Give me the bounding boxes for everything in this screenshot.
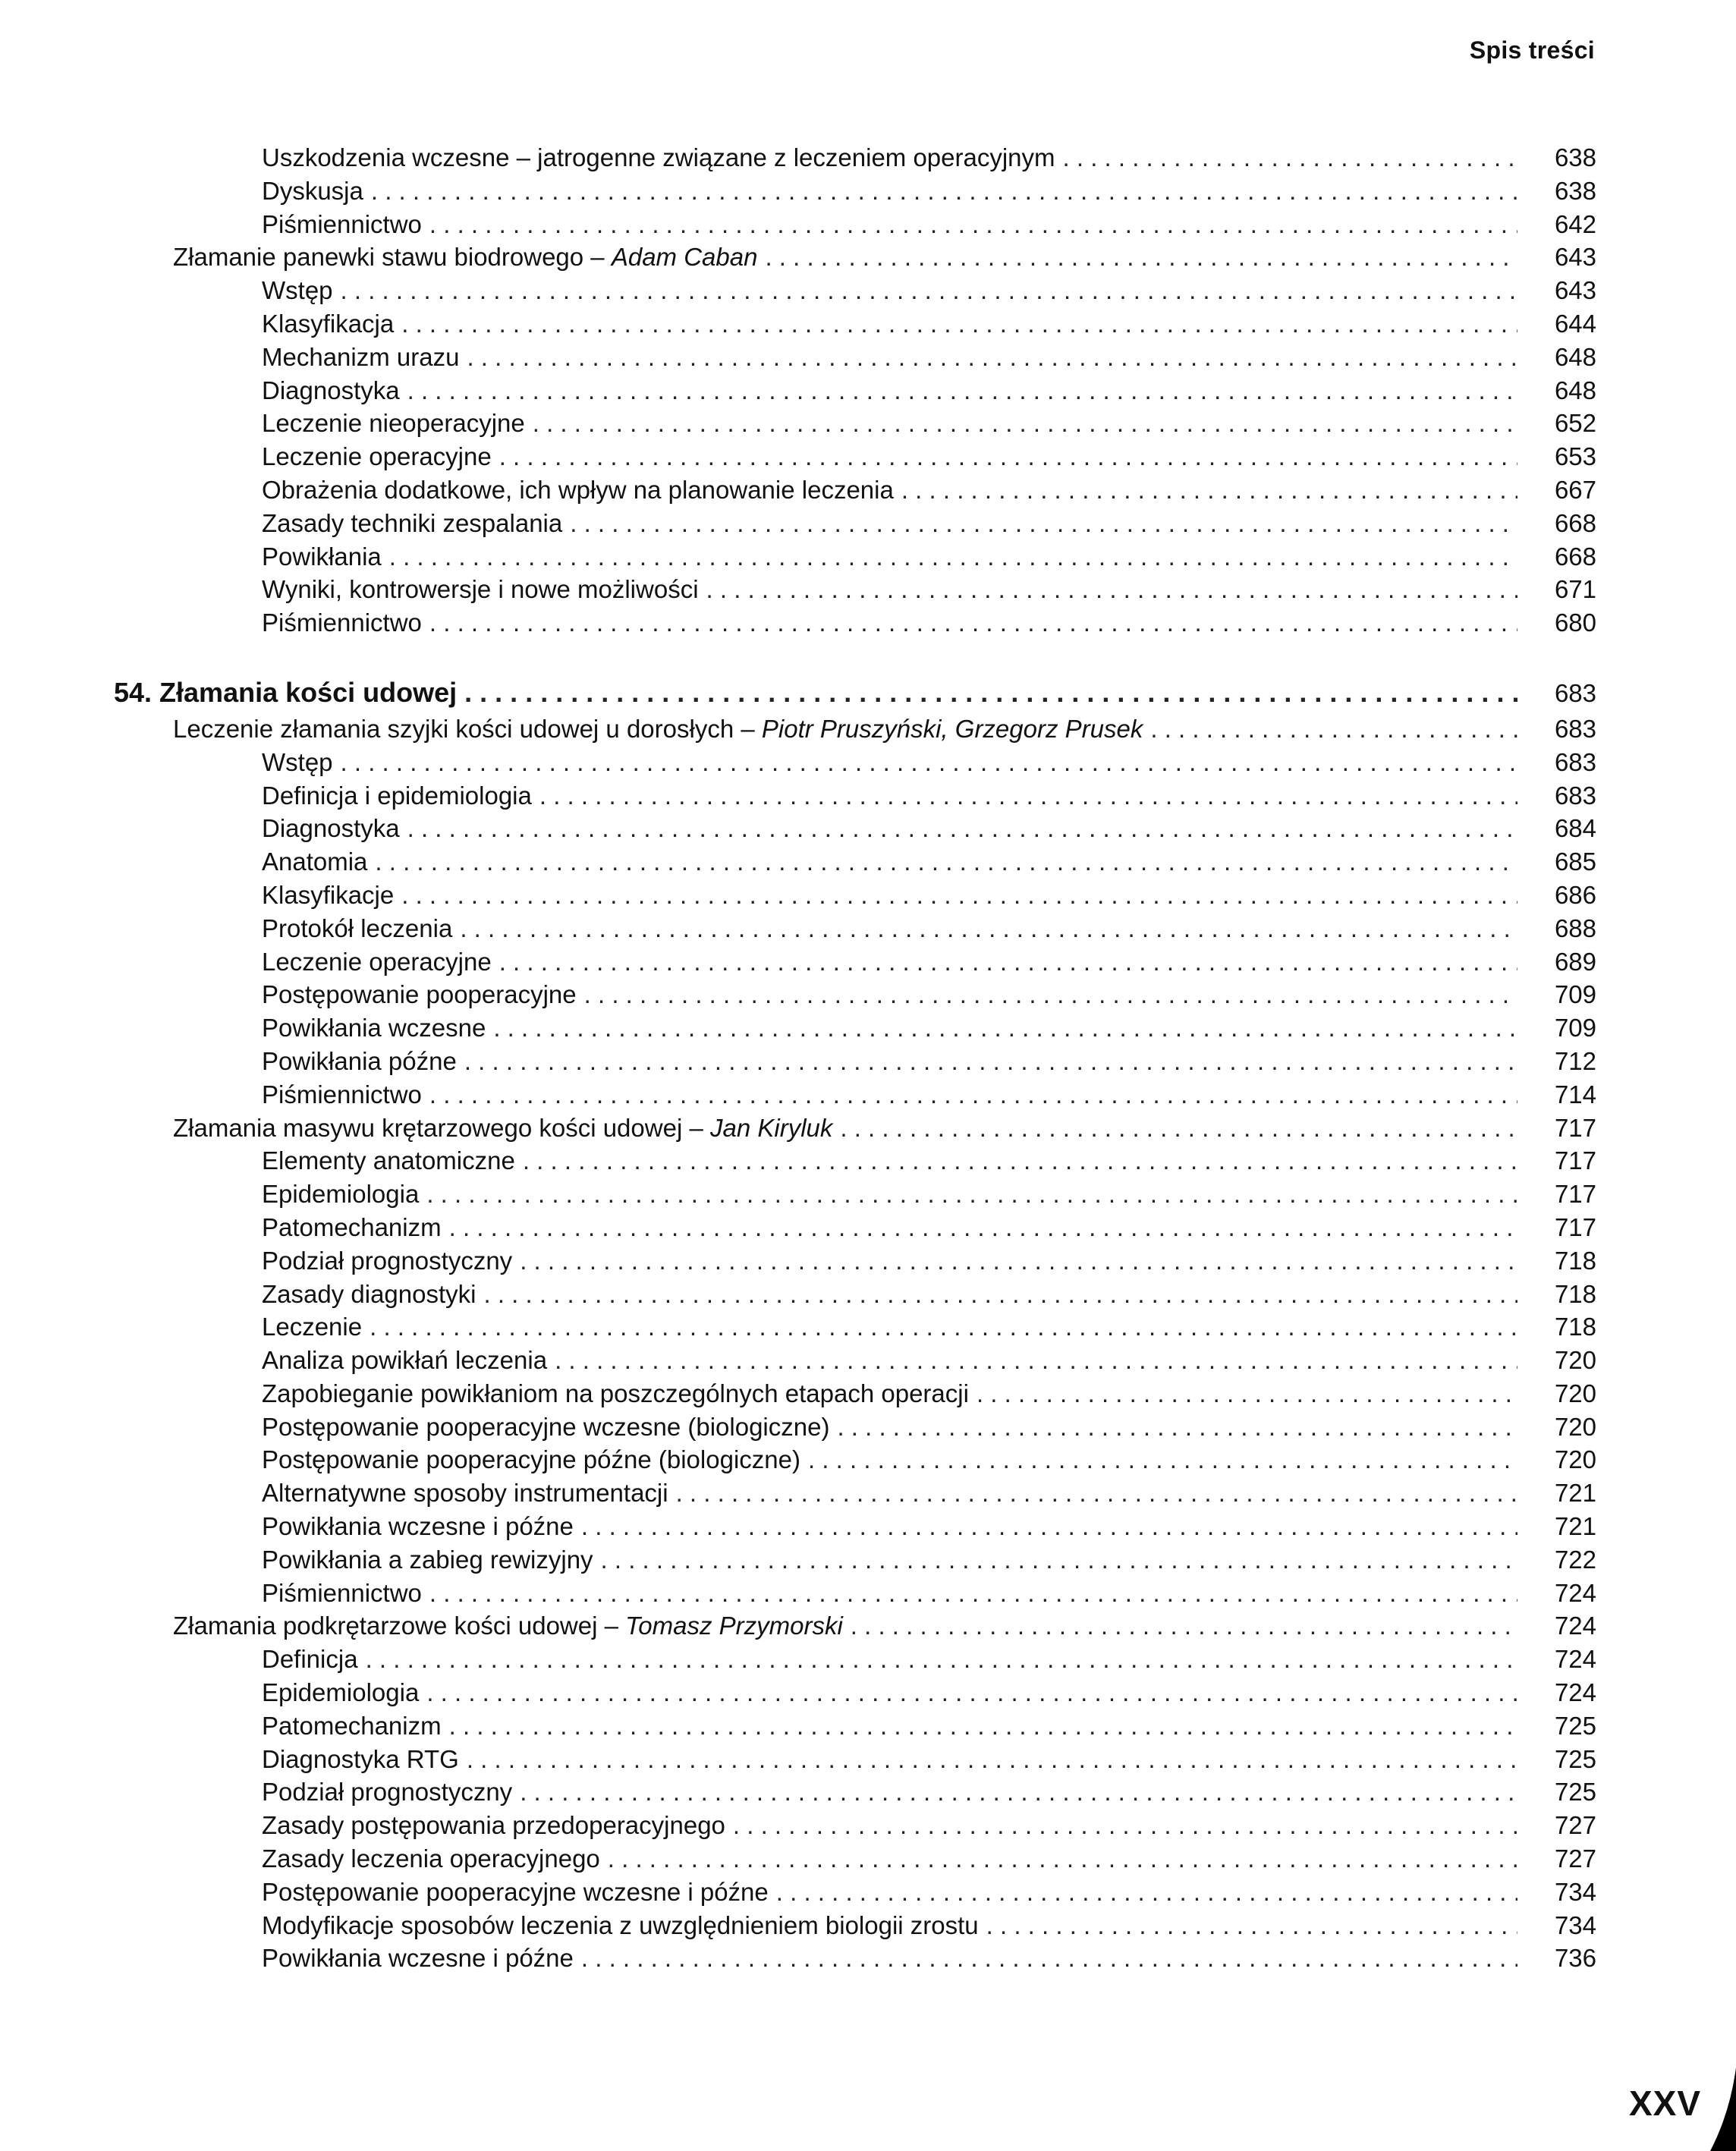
toc-entry-sub: [114, 1676, 1596, 1709]
toc-entry-title-text: Piśmiennictwo: [262, 609, 422, 637]
toc-entry-title: [262, 879, 394, 912]
toc-entry-page: 725: [1554, 1778, 1596, 1807]
dot-leader: [370, 1310, 1517, 1344]
toc-entry-title-text: Postępowanie pooperacyjne późne (biologiczne): [262, 1445, 800, 1474]
toc-entry-title: [262, 1410, 829, 1444]
toc-entry-title-text: Modyfikacje sposobów leczenia z uwzględnieniem biologii zrostu: [262, 1910, 979, 1939]
toc-entry-page: 718: [1554, 1313, 1596, 1341]
toc-entry-title-text: Wstęp: [262, 276, 333, 305]
toc-entry-title: [173, 1112, 832, 1145]
toc-entry-sub: [114, 274, 1596, 307]
toc-entry-title-text: Zasady diagnostyki: [262, 1279, 476, 1308]
toc-entry-page: 717: [1554, 1212, 1596, 1241]
toc-entry-page: 685: [1554, 848, 1596, 876]
dot-leader: [429, 606, 1517, 640]
toc-entry-page: 725: [1554, 1711, 1596, 1740]
toc-entry-title: [262, 945, 492, 979]
dot-leader: [986, 1909, 1517, 1942]
dot-leader: [520, 1244, 1517, 1278]
toc-entry-title: [173, 1609, 843, 1643]
toc-entry-title: [262, 1344, 547, 1377]
toc-entry-sub: [114, 1011, 1596, 1045]
toc-entry-sub: [114, 1876, 1596, 1909]
dot-leader: [776, 1876, 1517, 1909]
toc-entry-section: [114, 1112, 1596, 1145]
dot-leader: [539, 779, 1517, 813]
toc-entry-page: 671: [1554, 575, 1596, 604]
toc-entry-page: 724: [1554, 1678, 1596, 1707]
toc-entry-title-text: Analiza powikłań leczenia: [262, 1346, 548, 1375]
toc-entry-sub: [114, 1809, 1596, 1842]
toc-entry-page: 727: [1554, 1811, 1596, 1840]
toc-entry-title: [262, 1543, 593, 1577]
toc-entry-sub: [114, 1178, 1596, 1211]
toc-entry-chapter: [114, 673, 1596, 712]
running-head: Spis treści: [1469, 36, 1595, 64]
toc-entry-sub: [114, 1310, 1596, 1344]
toc-entry-page: 718: [1554, 1279, 1596, 1308]
toc-entry-title: [262, 1045, 457, 1078]
toc-entry-title-text: Diagnostyka: [262, 814, 400, 843]
dot-leader: [341, 746, 1517, 779]
toc-entry-sub: [114, 1709, 1596, 1743]
toc-entry-page: 714: [1554, 1080, 1596, 1109]
toc-entry-sub: [114, 1842, 1596, 1876]
toc-entry-sub: [114, 1743, 1596, 1776]
dot-leader: [464, 1045, 1517, 1078]
toc-entry-page: 724: [1554, 1612, 1596, 1640]
toc-entry-title-text: Leczenie operacyjne: [262, 442, 492, 471]
dot-leader: [581, 1510, 1517, 1543]
toc-entry-page: 638: [1554, 143, 1596, 171]
toc-entry-title-text: Leczenie operacyjne: [262, 947, 492, 976]
toc-entry-sub: [114, 1144, 1596, 1178]
toc-entry-title-text: Alternatywne sposoby instrumentacji: [262, 1479, 668, 1508]
toc-entry-sub: [114, 606, 1596, 640]
toc-entry-sub: [114, 1377, 1596, 1410]
dot-leader: [1063, 141, 1517, 175]
toc-entry-page: 668: [1554, 508, 1596, 537]
toc-entry-sub: [114, 1410, 1596, 1444]
toc-entry-page: 648: [1554, 342, 1596, 371]
dot-leader: [401, 307, 1517, 341]
toc-entry-title-text: Złamanie panewki stawu biodrowego –: [173, 243, 612, 272]
toc-entry-author: Adam Caban: [611, 243, 758, 272]
toc-entry-page: 683: [1554, 714, 1596, 743]
toc-entry-sub: [114, 1045, 1596, 1078]
dot-leader: [1150, 712, 1517, 746]
toc-entry-title-text: Wstęp: [262, 747, 333, 776]
toc-entry-page: 652: [1554, 409, 1596, 438]
toc-entry-page: 720: [1554, 1346, 1596, 1375]
toc-entry-title: [262, 1743, 459, 1776]
toc-entry-title-text: Klasyfikacja: [262, 309, 395, 338]
toc-entry-title: [262, 1078, 422, 1112]
toc-entry-title: [262, 307, 394, 341]
dot-leader: [765, 241, 1517, 274]
dot-leader: [467, 341, 1517, 374]
toc-entry-section: [114, 1609, 1596, 1643]
toc-entry-sub: [114, 912, 1596, 945]
toc-entry-section: [114, 241, 1596, 274]
toc-entry-page: 717: [1554, 1180, 1596, 1209]
dot-leader: [366, 1643, 1517, 1676]
toc-entry-sub: [114, 1078, 1596, 1112]
dot-leader: [493, 1011, 1517, 1045]
toc-entry-title: [262, 440, 492, 473]
dot-leader: [426, 1676, 1517, 1709]
dot-leader: [976, 1377, 1517, 1410]
dot-leader: [467, 1743, 1517, 1776]
dot-leader: [901, 473, 1517, 507]
toc-entry-title-text: Patomechanizm: [262, 1711, 442, 1740]
page-number: XXV: [1628, 2083, 1701, 2123]
toc-entry-title: [262, 779, 532, 813]
toc-entry-title-text: Zasady techniki zespalania: [262, 508, 563, 537]
toc-entry-title: [262, 845, 367, 879]
toc-entry-page: 725: [1554, 1744, 1596, 1773]
dot-leader: [601, 1543, 1517, 1577]
dot-leader: [407, 374, 1517, 407]
toc-entry-page: 683: [1554, 781, 1596, 810]
dot-leader: [429, 1577, 1517, 1610]
toc-entry-title: [262, 1809, 725, 1842]
toc-entry-title: [262, 978, 577, 1011]
dot-leader: [581, 1942, 1517, 1975]
toc-entry-title: [262, 407, 525, 440]
toc-entry-title-text: Powikłania wczesne: [262, 1014, 486, 1042]
toc-entry-title-text: Piśmiennictwo: [262, 209, 422, 238]
toc-entry-page: 642: [1554, 209, 1596, 238]
toc-entry-title-text: Dyskusja: [262, 176, 363, 205]
toc-entry-sub: [114, 1775, 1596, 1809]
dot-leader: [533, 407, 1517, 440]
toc-entry-title: [173, 712, 1143, 746]
toc-entry-sub: [114, 812, 1596, 845]
dot-leader: [808, 1443, 1517, 1476]
toc-entry-title-text: Piśmiennictwo: [262, 1578, 422, 1607]
toc-entry-page: 683: [1554, 747, 1596, 776]
toc-entry-sub: [114, 779, 1596, 813]
toc-entry-sub: [114, 879, 1596, 912]
toc-entry-title-text: 54. Złamania kości udowej: [114, 676, 458, 708]
toc-entry-page: 720: [1554, 1412, 1596, 1441]
toc-entry-page: 717: [1554, 1146, 1596, 1175]
toc-entry-title-text: Diagnostyka: [262, 376, 400, 404]
toc-entry-title: [262, 1842, 600, 1876]
dot-leader: [429, 1078, 1517, 1112]
toc-entry-author: Jan Kiryluk: [709, 1113, 833, 1142]
toc-entry-page: 717: [1554, 1113, 1596, 1142]
toc-entry-page: 720: [1554, 1445, 1596, 1474]
toc-entry-title: [262, 540, 382, 574]
toc-entry-page: 734: [1554, 1877, 1596, 1906]
toc-entry-title: [262, 606, 422, 640]
toc-entry-page: 722: [1554, 1545, 1596, 1574]
toc-entry-title: [262, 1178, 419, 1211]
toc-entry-title: [262, 1909, 979, 1942]
toc-entry-page: 734: [1554, 1910, 1596, 1939]
toc-entry-title-text: Uszkodzenia wczesne – jatrogenne związane z leczeniem operacyjnym: [262, 143, 1055, 171]
toc-entry-author: Tomasz Przymorski: [625, 1612, 843, 1640]
toc-entry-title: [262, 912, 452, 945]
toc-entry-author: Piotr Pruszyński, Grzegorz Prusek: [761, 714, 1143, 743]
toc-entry-title-text: Patomechanizm: [262, 1212, 442, 1241]
toc-entry-sub: [114, 307, 1596, 341]
dot-leader: [460, 912, 1517, 945]
toc-entry-page: 721: [1554, 1512, 1596, 1541]
toc-entry-title: [262, 1577, 422, 1610]
toc-entry-title-text: Diagnostyka RTG: [262, 1744, 459, 1773]
toc-entry-title: [262, 1211, 442, 1244]
toc-entry-page: 644: [1554, 309, 1596, 338]
toc-entry-title: [262, 1377, 969, 1410]
toc-entry-title: [262, 274, 333, 307]
toc-entry-title-text: Anatomia: [262, 848, 368, 876]
toc-entry-title-text: Obrażenia dodatkowe, ich wpływ na planowanie leczenia: [262, 475, 894, 504]
toc-entry-page: 709: [1554, 980, 1596, 1009]
toc-entry-page: 680: [1554, 609, 1596, 637]
toc-entry-sub: [114, 507, 1596, 540]
toc-entry-page: 653: [1554, 442, 1596, 471]
toc-entry-title: [114, 673, 457, 712]
toc-entry-sub: [114, 440, 1596, 473]
toc-entry-title-text: Klasyfikacje: [262, 880, 395, 909]
toc-entry-title: [262, 1643, 358, 1676]
toc-entry-title: [262, 1709, 442, 1743]
toc-entry-title-text: Powikłania wczesne i późne: [262, 1944, 574, 1973]
dot-leader: [389, 540, 1517, 574]
toc-entry-title: [262, 374, 400, 407]
toc-entry-sub: [114, 1443, 1596, 1476]
toc-entry-sub: [114, 1244, 1596, 1278]
toc-entry-title: [262, 573, 699, 606]
toc-entry-title: [262, 1310, 362, 1344]
table-of-contents: [114, 141, 1596, 1975]
toc-entry-page: 736: [1554, 1944, 1596, 1973]
toc-entry-title-text: Postępowanie pooperacyjne wczesne (biologiczne): [262, 1412, 830, 1441]
toc-entry-title-text: Definicja i epidemiologia: [262, 781, 532, 810]
toc-entry-title: [262, 746, 333, 779]
toc-entry-page: 686: [1554, 880, 1596, 909]
toc-entry-section: [114, 712, 1596, 746]
dot-leader: [407, 812, 1517, 845]
toc-entry-title: [262, 1876, 769, 1909]
dot-leader: [483, 1278, 1517, 1311]
toc-entry-page: 684: [1554, 814, 1596, 843]
dot-leader: [570, 507, 1517, 540]
toc-entry-sub: [114, 573, 1596, 606]
toc-entry-page: 667: [1554, 475, 1596, 504]
toc-entry-title-text: Leczenie złamania szyjki kości udowej u dorosłych –: [173, 714, 762, 743]
toc-entry-title: [262, 1278, 476, 1311]
toc-entry-title-text: Postępowanie pooperacyjne: [262, 980, 577, 1009]
toc-entry-title: [262, 1244, 512, 1278]
dot-leader: [499, 945, 1517, 979]
toc-entry-title: [262, 812, 400, 845]
toc-entry-title-text: Podział prognostyczny: [262, 1246, 513, 1275]
toc-entry-sub: [114, 1577, 1596, 1610]
toc-entry-title-text: Powikłania późne: [262, 1046, 457, 1075]
dot-leader: [449, 1709, 1517, 1743]
toc-entry-title: [173, 241, 757, 274]
toc-entry-page: 727: [1554, 1844, 1596, 1873]
toc-entry-title: [262, 1775, 512, 1809]
toc-entry-sub: [114, 845, 1596, 879]
dot-leader: [464, 673, 1517, 712]
toc-entry-page: 709: [1554, 1014, 1596, 1042]
toc-entry-sub: [114, 1476, 1596, 1510]
toc-entry-title: [262, 208, 422, 241]
toc-entry-sub: [114, 1909, 1596, 1942]
toc-entry-page: 643: [1554, 276, 1596, 305]
toc-entry-page: 648: [1554, 376, 1596, 404]
toc-entry-title-text: Zapobieganie powikłaniom na poszczególnych etapach operacji: [262, 1379, 969, 1407]
toc-entry-sub: [114, 473, 1596, 507]
dot-leader: [706, 573, 1517, 606]
toc-entry-title: [262, 1476, 668, 1510]
toc-entry-sub: [114, 945, 1596, 979]
toc-entry-title-text: Złamania masywu krętarzowego kości udowej –: [173, 1113, 710, 1142]
toc-entry-title-text: Zasady postępowania przedoperacyjnego: [262, 1811, 725, 1840]
toc-entry-page: 643: [1554, 243, 1596, 272]
toc-entry-title: [262, 1144, 515, 1178]
dot-leader: [499, 440, 1517, 473]
dot-leader: [401, 879, 1517, 912]
toc-entry-page: 724: [1554, 1578, 1596, 1607]
toc-entry-title: [262, 1443, 800, 1476]
page-edge-shadow: [1710, 2068, 1736, 2151]
toc-entry-title-text: Zasady leczenia operacyjnego: [262, 1844, 600, 1873]
toc-entry-sub: [114, 141, 1596, 175]
toc-entry-title-text: Powikłania wczesne i późne: [262, 1512, 574, 1541]
toc-entry-sub: [114, 978, 1596, 1011]
toc-entry-sub: [114, 540, 1596, 574]
toc-entry-sub: [114, 208, 1596, 241]
toc-entry-title-text: Definicja: [262, 1645, 358, 1674]
toc-entry-title: [262, 141, 1055, 175]
toc-entry-title-text: Złamania podkrętarzowe kości udowej –: [173, 1612, 626, 1640]
toc-entry-sub: [114, 341, 1596, 374]
toc-entry-page: 668: [1554, 542, 1596, 571]
toc-entry-page: 720: [1554, 1379, 1596, 1407]
toc-entry-sub: [114, 1278, 1596, 1311]
toc-entry-title-text: Leczenie nieoperacyjne: [262, 409, 525, 438]
dot-leader: [840, 1112, 1517, 1145]
toc-entry-title-text: Wyniki, kontrowersje i nowe możliwości: [262, 575, 699, 604]
toc-entry-sub: [114, 1344, 1596, 1377]
toc-entry-title-text: Podział prognostyczny: [262, 1778, 513, 1807]
toc-entry-page: 683: [1554, 678, 1596, 707]
dot-leader: [851, 1609, 1517, 1643]
toc-entry-title: [262, 341, 459, 374]
toc-entry-sub: [114, 1643, 1596, 1676]
toc-entry-page: 688: [1554, 914, 1596, 942]
toc-entry-sub: [114, 407, 1596, 440]
dot-leader: [555, 1344, 1517, 1377]
dot-leader: [608, 1842, 1517, 1876]
toc-entry-page: 718: [1554, 1246, 1596, 1275]
dot-leader: [733, 1809, 1517, 1842]
toc-entry-sub: [114, 1211, 1596, 1244]
dot-leader: [375, 845, 1517, 879]
dot-leader: [371, 175, 1517, 208]
toc-entry-page: 638: [1554, 176, 1596, 205]
toc-entry-title-text: Piśmiennictwo: [262, 1080, 422, 1109]
toc-entry-page: 724: [1554, 1645, 1596, 1674]
toc-entry-page: 689: [1554, 947, 1596, 976]
toc-entry-title: [262, 1510, 574, 1543]
dot-leader: [584, 978, 1517, 1011]
toc-entry-title: [262, 507, 562, 540]
dot-leader: [523, 1144, 1517, 1178]
toc-entry-title-text: Powikłania: [262, 542, 382, 571]
toc-entry-sub: [114, 175, 1596, 208]
dot-leader: [341, 274, 1517, 307]
dot-leader: [837, 1410, 1517, 1444]
toc-entry-title: [262, 1011, 486, 1045]
toc-entry-title: [262, 1676, 419, 1709]
toc-entry-page: 712: [1554, 1046, 1596, 1075]
toc-entry-title-text: Powikłania a zabieg rewizyjny: [262, 1545, 593, 1574]
toc-entry-sub: [114, 374, 1596, 407]
dot-leader: [449, 1211, 1517, 1244]
toc-entry-sub: [114, 1543, 1596, 1577]
toc-entry-title: [262, 175, 363, 208]
dot-leader: [676, 1476, 1517, 1510]
toc-entry-title-text: Epidemiologia: [262, 1678, 420, 1707]
toc-entry-title-text: Leczenie: [262, 1313, 363, 1341]
toc-entry-sub: [114, 1510, 1596, 1543]
toc-entry-title: [262, 473, 894, 507]
toc-entry-sub: [114, 746, 1596, 779]
toc-entry-sub: [114, 1942, 1596, 1975]
toc-entry-title-text: Postępowanie pooperacyjne wczesne i późne: [262, 1877, 769, 1906]
toc-entry-page: 721: [1554, 1479, 1596, 1508]
dot-leader: [429, 208, 1517, 241]
dot-leader: [520, 1775, 1517, 1809]
toc-entry-title-text: Protokół leczenia: [262, 914, 453, 942]
toc-entry-title-text: Elementy anatomiczne: [262, 1146, 515, 1175]
toc-entry-title: [262, 1942, 574, 1975]
toc-entry-title-text: Epidemiologia: [262, 1180, 420, 1209]
dot-leader: [426, 1178, 1517, 1211]
toc-entry-title-text: Mechanizm urazu: [262, 342, 460, 371]
